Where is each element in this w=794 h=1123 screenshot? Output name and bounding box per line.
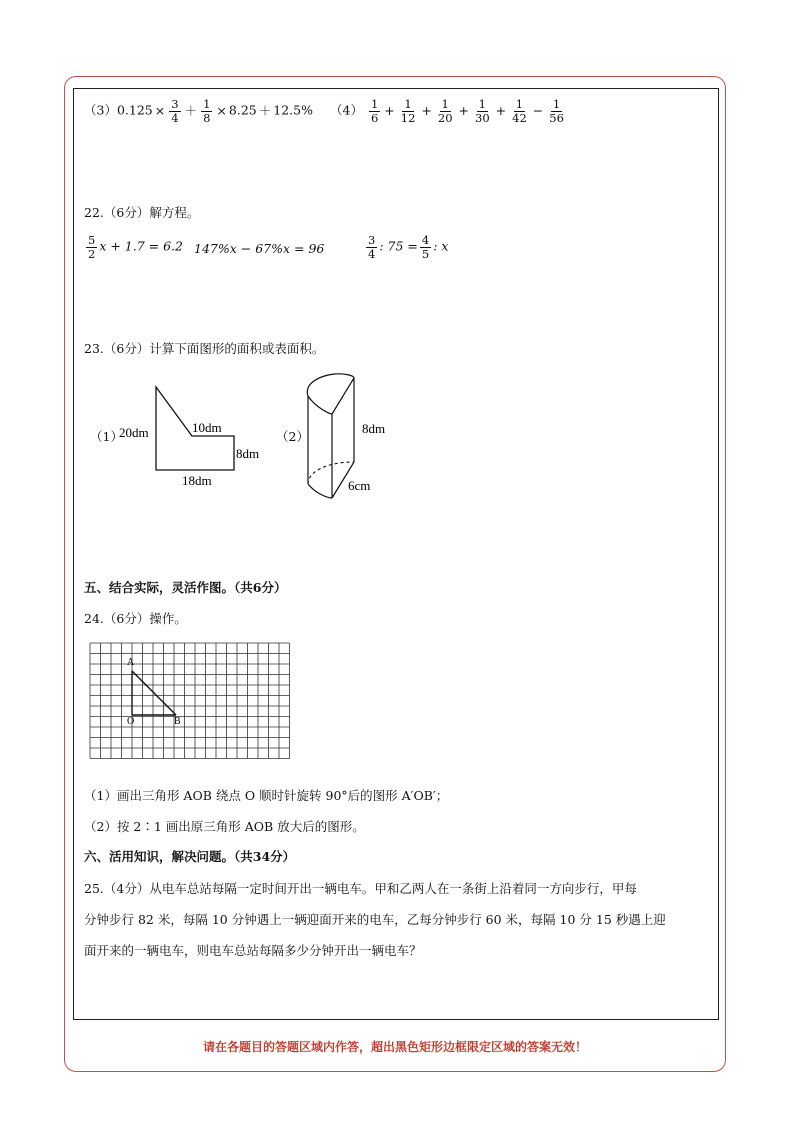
footer-warning: 请在各题目的答题区域内作答，超出黑色矩形边框限定区域的答案无效！: [202, 1040, 587, 1054]
q25-line2: 分钟步行 82 米，每隔 10 分钟遇上一辆迎面开来的电车，乙每分钟步行 60 米，每隔 10 分 15 秒遇上迎: [84, 912, 666, 927]
q23-title: 23.（6分）计算下面图形的面积或表面积。: [84, 341, 325, 356]
fig1-bottom-label: 18dm: [182, 473, 212, 488]
section6-title: 六、活用知识，解决问题。（共34分）: [84, 849, 296, 864]
fraction: $\frac{3}{4}$: [171, 97, 179, 125]
label-O: O: [127, 716, 135, 727]
q24-step2: （2）按 2∶1 画出原三角形 AOB 放大后的图形。: [84, 819, 365, 834]
q22-title: 22.（6分）解方程。: [84, 205, 200, 220]
q24-title: 24.（6分）操作。: [84, 611, 187, 626]
label-A: A: [127, 657, 135, 668]
fraction: $\frac{3}{4}$: [368, 233, 376, 261]
q21-part3: （3）0.125 × $\frac{3}{4}$ ＋ $\frac{1}{8}$ × 8.25 ＋ 12.5%: [84, 97, 313, 125]
q25-line3: 面开来的一辆电车，则电车总站每隔多少分钟开出一辆电车？: [84, 943, 422, 958]
q22-equation-1: $\frac{5}{2}$ x + 1.7 = 6.2: [88, 233, 183, 261]
segment-AB: [132, 671, 176, 715]
q22-equation-2: 147%x − 67%x = 96: [194, 241, 325, 256]
q23-fig2-label: （2）: [276, 429, 309, 444]
fraction: $\frac{1}{30}$: [475, 97, 490, 125]
fig2-height-label: 8dm: [362, 421, 386, 436]
fraction: $\frac{1}{6}$: [370, 97, 379, 125]
fraction: $\frac{1}{8}$: [203, 97, 211, 125]
fraction: $\frac{1}{56}$: [549, 97, 564, 125]
operator: +: [384, 102, 395, 118]
label-B: B: [174, 716, 181, 727]
q22-equation-3: $\frac{3}{4}$ : 75 = $\frac{4}{5}$ : x: [368, 233, 449, 261]
q24-grid: [85, 638, 300, 768]
q23-figure-2: [296, 366, 406, 501]
fraction: $\frac{1}{42}$: [512, 97, 527, 125]
fig1-right-label: 8dm: [236, 446, 260, 461]
fraction: $\frac{1}{20}$: [437, 97, 453, 125]
operator: +: [458, 102, 469, 118]
fig1-left-label: 20dm: [119, 425, 149, 440]
q23-fig1-label: （1）: [90, 429, 123, 444]
q23-figure-1: [110, 380, 280, 495]
fig1-top-label: 10dm: [192, 420, 222, 435]
fraction: $\frac{4}{5}$: [421, 233, 430, 261]
q24-step1: （1）画出三角形 AOB 绕点 O 顺时针旋转 90°后的图形 A′OB′；: [84, 788, 449, 803]
fraction: $\frac{1}{12}$: [400, 97, 416, 125]
operator: +: [421, 102, 432, 118]
operator: −: [532, 102, 544, 118]
q25-line1: 25.（4分）从电车总站每隔一定时间开出一辆电车。甲和乙两人在一条街上沿着同一方向步行，甲每: [84, 881, 637, 896]
section5-title: 五、结合实际，灵活作图。（共6分）: [84, 580, 287, 595]
fraction: $\frac{5}{2}$: [88, 233, 96, 261]
operator: +: [495, 102, 507, 118]
q21-part4: （4） $\frac{1}{6}$ + $\frac{1}{12}$ + $\frac{1}{20}$ + $\frac{1}{30}$ + $\frac{1}{42}$ − $\frac{1}{56}$: [330, 98, 568, 124]
fig2-base-label: 6cm: [348, 478, 371, 493]
